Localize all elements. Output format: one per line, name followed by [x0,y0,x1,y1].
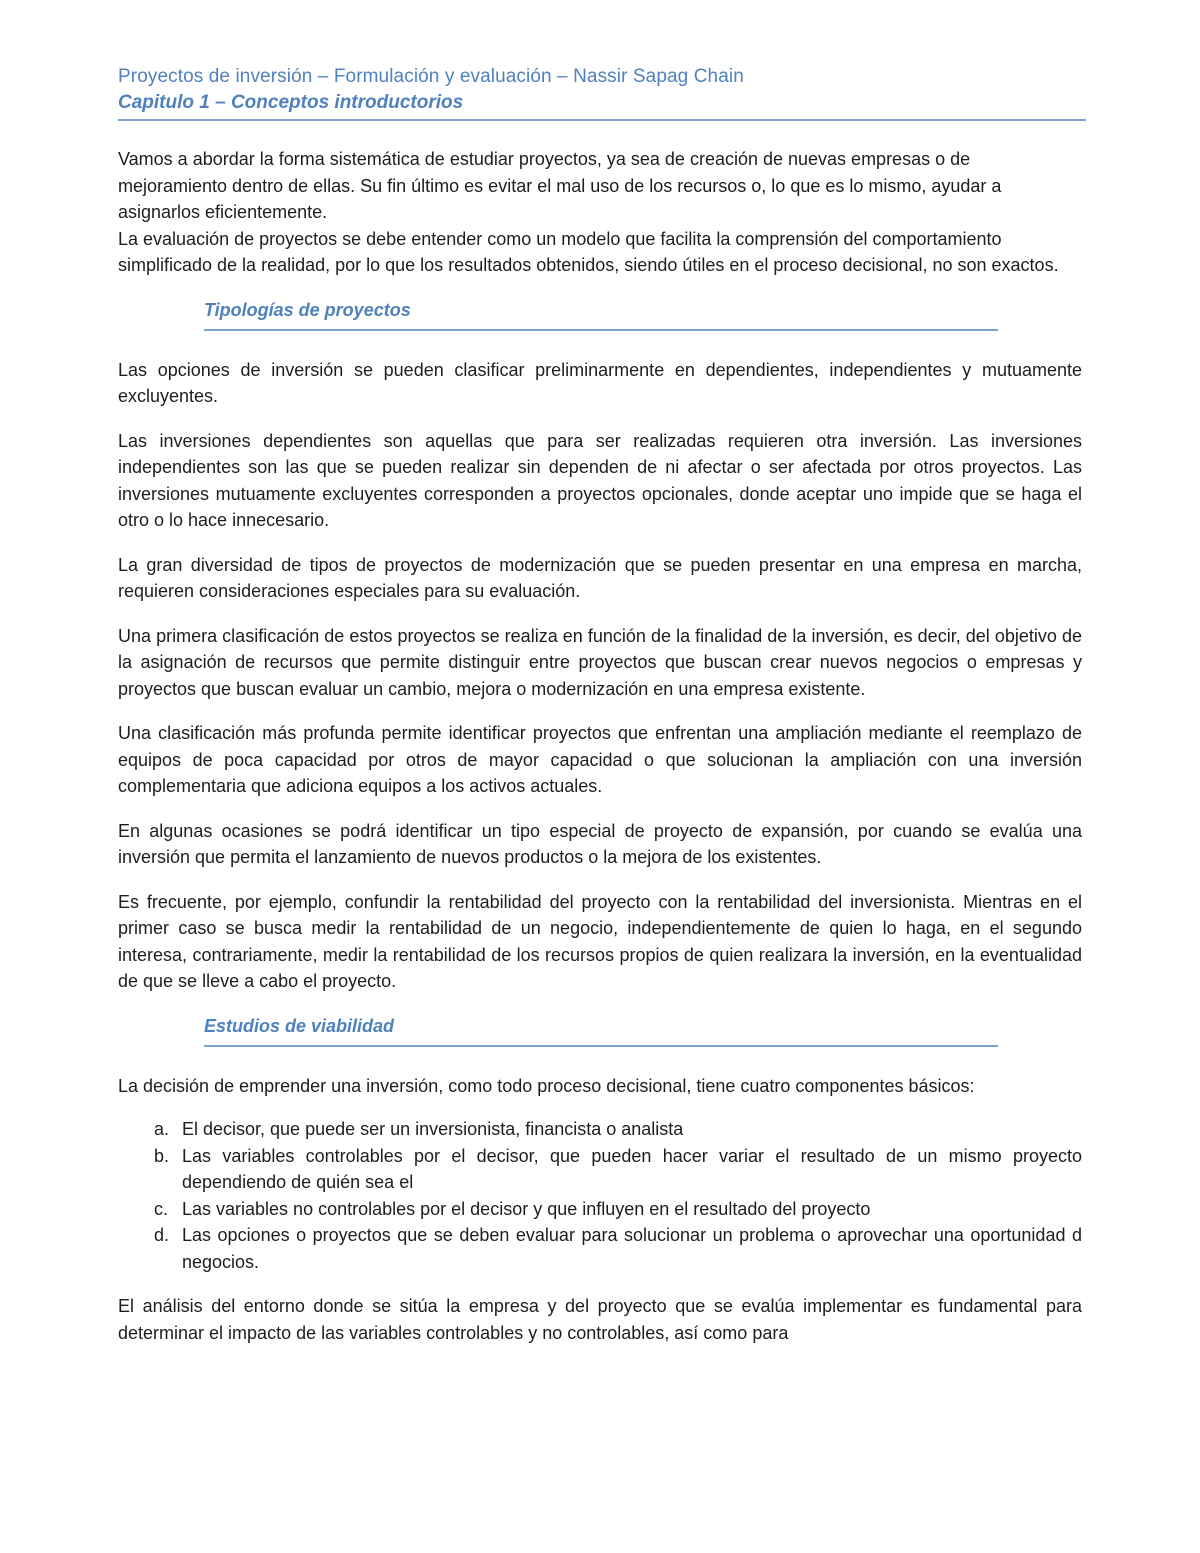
body-paragraph: El análisis del entorno donde se sitúa la empresa y del proyecto que se evalúa implementar es fundamental para determinar el impacto de las variables controlables y no controlables, así como para [118,1296,1082,1343]
intro-paragraph: Vamos a abordar la forma sistemática de estudiar proyectos, ya sea de creación de nuevas empresas o de mejoramiento dentro de ellas. Su fin último es evitar el mal uso de los recursos o, lo que es lo mismo, ayudar a asignarlos eficientemente. [118,149,1002,222]
list-marker: c. [154,1198,169,1219]
list-item [118,1196,1082,1223]
book-title-header: Proyectos de inversión – Formulación y evaluación – Nassir Sapag Chain [118,66,744,87]
list-item-text: El decisor, que puede ser un inversionista, financista o analista [182,1119,684,1139]
running-header [118,64,1086,115]
body-paragraph: Es frecuente, por ejemplo, confundir la rentabilidad del proyecto con la rentabilidad del inversionista. Mientras en el primer caso se busca medir la rentabilidad de un negocio, independientemente de quien lo haga, en el segundo interesa, contrariamente, medir la rentabilidad de los recursos propios de quien realizara la inversión, en la eventualidad de que se lleve a cabo el proyecto. [118,891,1082,991]
body-paragraph: Las inversiones dependientes son aquellas que para ser realizadas requieren otra inversión. Las inversiones independientes son las que se pueden realizar sin dependen de ni afectar o ser afectada por otros proyectos. Las inversiones mutuamente excluyentes corresponden a proyectos opcionales, donde aceptar uno impide que se haga el otro o lo hace innecesario. [118,430,1082,530]
list-marker: a. [154,1119,170,1139]
list-item [118,1222,1082,1275]
body-paragraph: La gran diversidad de tipos de proyectos de modernización que se pueden presentar en una empresa en marcha, requieren consideraciones especiales para su evaluación. [118,554,1082,601]
list-item-text: Las variables no controlables por el decisor y que influyen en el resultado del proyecto [182,1198,871,1219]
body-paragraph: Una primera clasificación de estos proyectos se realiza en función de la finalidad de la inversión, es decir, del objetivo de la asignación de recursos que permite distinguir entre proyectos que buscan crear nuevos negocios o empresas y proyectos que buscan evaluar un cambio, mejora o modernización en una empresa existente. [118,625,1082,699]
body-paragraph: En algunas ocasiones se podrá identificar un tipo especial de proyecto de expansión, por cuando se evalúa una inversión que permita el lanzamiento de nuevos productos o la mejora de los existentes. [118,820,1082,867]
section-heading-estudios: Estudios de viabilidad [204,1013,998,1047]
intro-block [118,146,1082,279]
body-paragraph: La decisión de emprender una inversión, como todo proceso decisional, tiene cuatro componentes básicos: [118,1075,975,1096]
intro-paragraph: La evaluación de proyectos se debe entender como un modelo que facilita la comprensión del comportamiento simplificado de la realidad, por lo que los resultados obtenidos, siendo útiles en el proceso decisional, no son exactos. [118,228,1059,275]
list-item [118,1116,1082,1143]
header-divider [118,119,1086,121]
body-paragraph: Una clasificación más profunda permite identificar proyectos que enfrentan una ampliación mediante el reemplazo de equipos de poca capacidad por otros de mayor capacidad o que solucionan la ampliación con una inversión complementaria que adiciona equipos a los activos actuales. [118,723,1082,796]
section-heading-tipologias: Tipologías de proyectos [204,297,998,331]
body-paragraph: Las opciones de inversión se pueden clasificar preliminarmente en dependientes, independientes y mutuamente excluyentes. [118,359,1082,406]
list-marker: b. [154,1145,170,1166]
chapter-title-header: Capitulo 1 – Conceptos introductorios [118,92,464,113]
list-item-text: Las variables controlables por el decisor, que pueden hacer variar el resultado de un mismo proyecto dependiendo de quién sea el [182,1145,1082,1192]
list-item [118,1143,1082,1196]
components-list [118,1116,1082,1275]
page-body [118,146,1082,1346]
list-item-text: Las opciones o proyectos que se deben evaluar para solucionar un problema o aprovechar una oportunidad d negocios. [182,1225,1082,1272]
list-marker: d. [154,1225,170,1245]
